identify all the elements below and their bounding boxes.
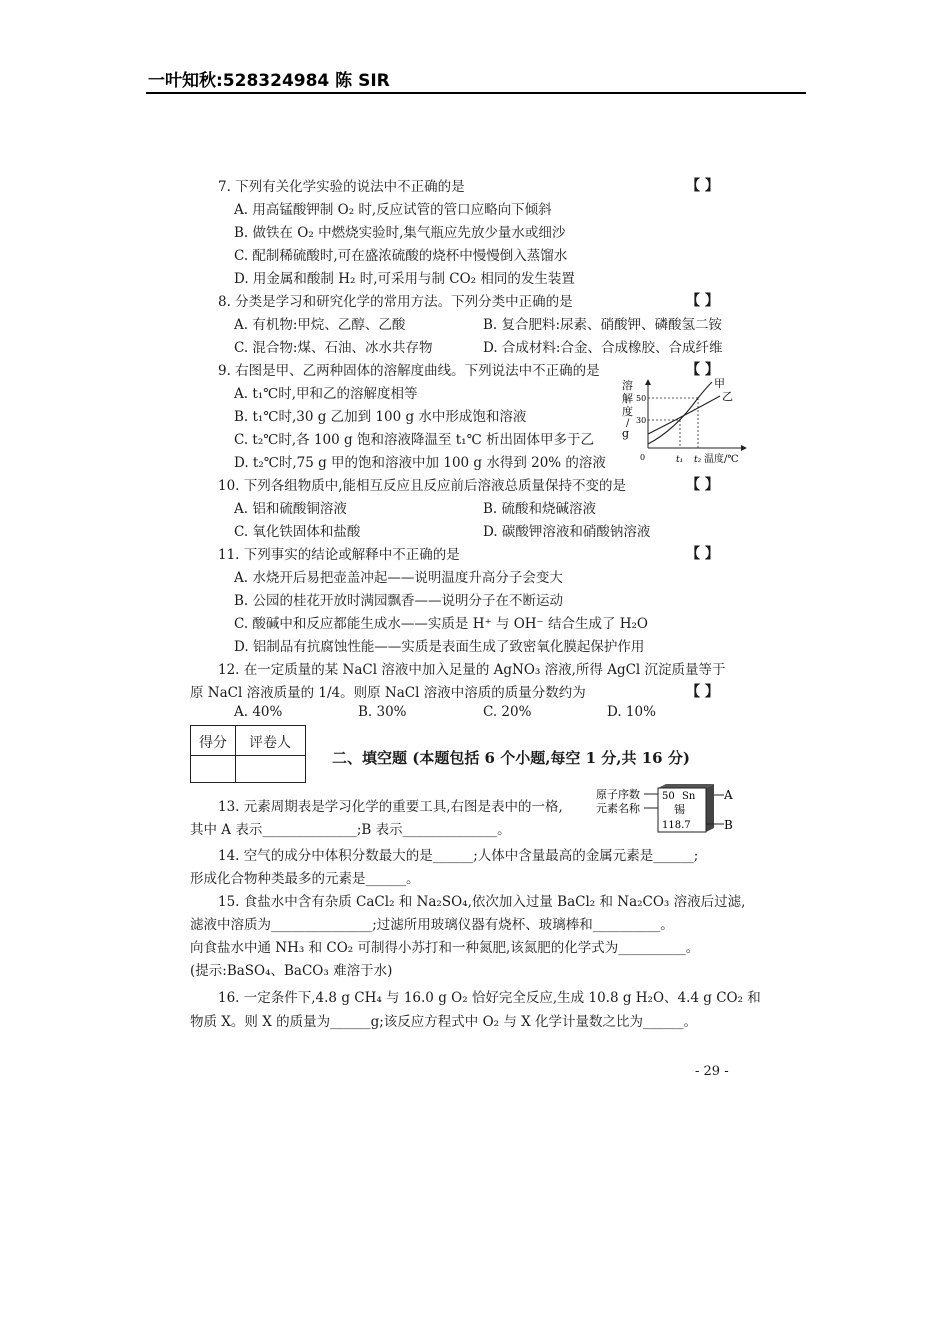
chart-ylabel-5: g — [622, 427, 630, 440]
q16-line1: 16. 一定条件下,4.8 g CH₄ 与 16.0 g O₂ 恰好完全反应,生成 10.8 g H₂O、4.4 g CO₂ 和 — [218, 990, 761, 1006]
q14-line1: 14. 空气的成分中体积分数最大的是______;人体中含量最高的金属元素是______; — [218, 848, 699, 864]
chart-xlabel: 温度/℃ — [704, 454, 739, 465]
page-number: - 29 - — [695, 1064, 729, 1079]
chart-ylabel-3: 度 — [622, 405, 633, 418]
q11-option-c: C. 酸碱中和反应都能生成水——实质是 H⁺ 与 OH⁻ 结合生成了 H₂O — [234, 616, 649, 632]
section-2-title: 二、填空题 (本题包括 6 个小题,每空 1 分,共 16 分) — [332, 749, 690, 767]
element-arrow-a: A — [724, 788, 733, 802]
header-rule — [146, 92, 806, 94]
q7-option-b: B. 做铁在 O₂ 中燃烧实验时,集气瓶应先放少量水或细沙 — [234, 225, 566, 241]
q9-option-a: A. t₁℃时,甲和乙的溶解度相等 — [234, 386, 418, 402]
score-box-divider-v — [235, 726, 236, 782]
q7-option-c: C. 配制稀硫酸时,可在盛浓硫酸的烧杯中慢慢倒入蒸馏水 — [234, 248, 568, 264]
q10-option-d: D. 碳酸钾溶液和硝酸钠溶液 — [483, 524, 651, 540]
q11-option-b: B. 公园的桂花开放时满园飘香——说明分子在不断运动 — [234, 593, 564, 609]
q12-option-b: B. 30% — [358, 704, 407, 720]
element-label-name: 元素名称 — [596, 802, 640, 815]
q12-line1: 12. 在一定质量的某 NaCl 溶液中加入足量的 AgNO₃ 溶液,所得 AgCl 沉淀质量等于 — [218, 662, 726, 678]
element-symbol: Sn — [682, 791, 696, 802]
q8-option-b: B. 复合肥料:尿素、硝酸钾、磷酸氢二铵 — [483, 317, 723, 333]
score-box — [190, 725, 306, 783]
q10-answer-bracket: 【 】 — [686, 477, 719, 493]
element-box-top — [658, 784, 714, 788]
q8-option-a: A. 有机物:甲烷、乙醇、乙酸 — [234, 317, 406, 333]
q8-option-c: C. 混合物:煤、石油、冰水共存物 — [234, 340, 433, 356]
chart-ylabel-4: / — [626, 418, 630, 429]
q11-stem: 11. 下列事实的结论或解释中不正确的是 — [218, 547, 460, 563]
q8-option-d: D. 合成材料:合金、合成橡胶、合成纤维 — [483, 340, 723, 356]
q7-option-d: D. 用金属和酸制 H₂ 时,可采用与制 CO₂ 相同的发生装置 — [234, 271, 575, 287]
element-mass: 118.7 — [662, 820, 691, 831]
element-number: 50 — [662, 791, 675, 802]
q8-answer-bracket: 【 】 — [686, 293, 719, 309]
q9-stem: 9. 右图是甲、乙两种固体的溶解度曲线。下列说法中不正确的是 — [218, 363, 600, 379]
q9-option-d: D. t₂℃时,75 g 甲的饱和溶液中加 100 g 水得到 20% 的溶液 — [234, 455, 606, 471]
chart-t1: t₁ — [676, 455, 684, 465]
chart-curve-jia — [648, 382, 712, 444]
q15-line4: (提示:BaSO₄、BaCO₃ 难溶于水) — [190, 963, 393, 979]
solubility-curve-figure — [620, 378, 750, 468]
q11-option-d: D. 铝制品有抗腐蚀性能——实质是表面生成了致密氧化膜起保护作用 — [234, 639, 645, 655]
q12-option-a: A. 40% — [234, 704, 283, 720]
q8-stem: 8. 分类是学习和研究化学的常用方法。下列分类中正确的是 — [218, 294, 573, 310]
q12-option-d: D. 10% — [607, 704, 656, 720]
q7-stem: 7. 下列有关化学实验的说法中不正确的是 — [218, 179, 465, 195]
q11-option-a: A. 水烧开后易把壶盖冲起——说明温度升高分子会变大 — [234, 570, 563, 586]
q14-line2: 形成化合物种类最多的元素是______。 — [190, 871, 420, 887]
chart-curve-yi — [648, 396, 720, 434]
q12-option-c: C. 20% — [483, 704, 532, 720]
q15-line1: 15. 食盐水中含有杂质 CaCl₂ 和 Na₂SO₄,依次加入过量 BaCl₂ 和 Na₂CO₃ 溶液后过滤, — [218, 894, 746, 910]
element-name: 锡 — [674, 803, 685, 816]
q10-option-a: A. 铝和硫酸铜溶液 — [234, 501, 347, 517]
q13-line2: 其中 A 表示______________;B 表示______________。 — [190, 822, 511, 838]
q16-line2: 物质 X。则 X 的质量为______g;该反应方程式中 O₂ 与 X 化学计量数之比为______。 — [190, 1014, 698, 1030]
q15-line3: 向食盐水中通 NH₃ 和 CO₂ 可制得小苏打和一种氮肥,该氮肥的化学式为__________。 — [190, 940, 700, 956]
q7-option-a: A. 用高锰酸钾制 O₂ 时,反应试管的管口应略向下倾斜 — [234, 202, 552, 218]
q10-stem: 10. 下列各组物质中,能相互反应且反应前后溶液总质量保持不变的是 — [218, 478, 627, 494]
element-label-number: 原子序数 — [596, 788, 640, 801]
q7-answer-bracket: 【 】 — [686, 178, 719, 194]
chart-origin: 0 — [640, 453, 646, 462]
chart-tick-30: 30 — [636, 416, 647, 425]
chart-t2: t₂ — [694, 455, 702, 465]
q15-line2: 滤液中溶质为_______________;过滤所用玻璃仪器有烧杯、玻璃棒和__________。 — [190, 917, 674, 933]
q9-option-c: C. t₂℃时,各 100 g 饱和溶液降温至 t₁℃ 析出固体甲多于乙 — [234, 432, 594, 448]
score-box-divider-h — [191, 755, 305, 756]
element-box-side — [706, 784, 714, 832]
header-text: 一叶知秋:528324984 陈 SIR — [148, 71, 390, 91]
periodic-element-cell-figure — [596, 784, 736, 836]
chart-ylabel-2: 解 — [622, 392, 633, 405]
chart-label-jia: 甲 — [714, 378, 725, 390]
chart-x-arrow — [741, 445, 747, 451]
q9-answer-bracket: 【 】 — [686, 362, 719, 378]
q12-line2: 原 NaCl 溶液质量的 1/4。则原 NaCl 溶液中溶质的质量分数约为 — [190, 685, 586, 701]
score-label: 得分 — [199, 735, 227, 751]
element-arrow-b: B — [724, 818, 733, 832]
chart-y-arrow — [645, 379, 651, 385]
q10-option-c: C. 氧化铁固体和盐酸 — [234, 524, 361, 540]
q11-answer-bracket: 【 】 — [686, 546, 719, 562]
q13-line1: 13. 元素周期表是学习化学的重要工具,右图是表中的一格, — [218, 799, 563, 815]
q12-answer-bracket: 【 】 — [686, 684, 719, 700]
q10-option-b: B. 硫酸和烧碱溶液 — [483, 501, 597, 517]
chart-ylabel-1: 溶 — [622, 379, 633, 392]
chart-tick-50: 50 — [636, 394, 647, 403]
chart-label-yi: 乙 — [722, 390, 733, 403]
grader-label: 评卷人 — [249, 735, 291, 751]
q9-option-b: B. t₁℃时,30 g 乙加到 100 g 水中形成饱和溶液 — [234, 409, 527, 425]
